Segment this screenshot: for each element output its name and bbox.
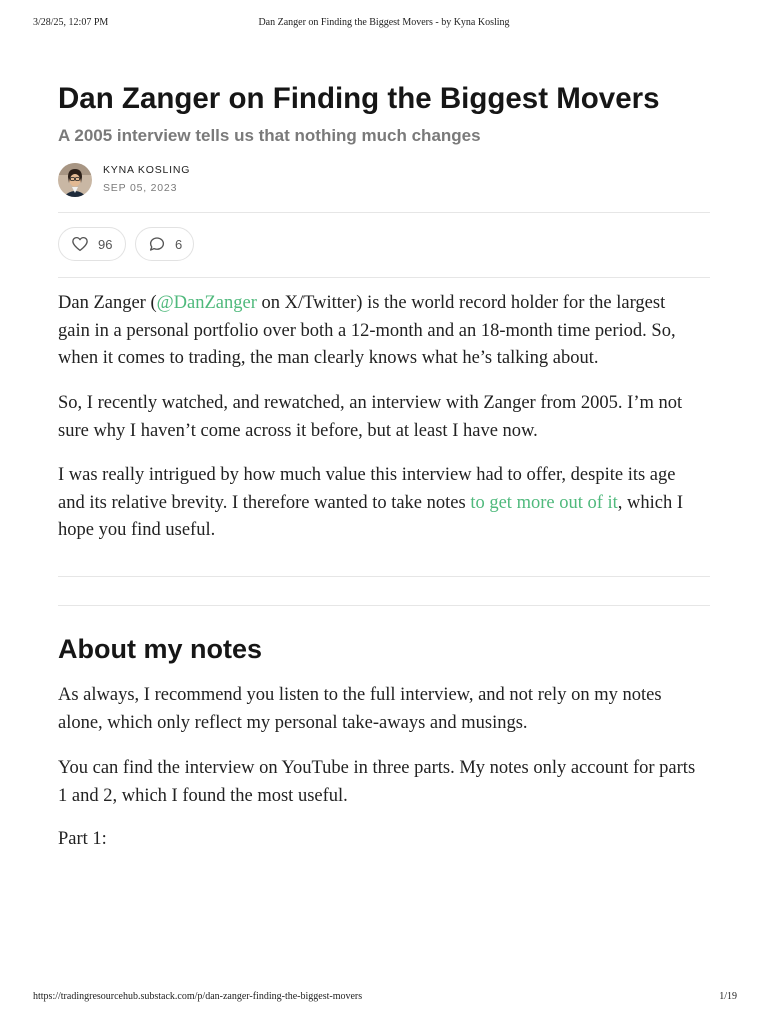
divider: [58, 212, 710, 213]
text: 1 and 2, which I found the most useful.: [58, 785, 348, 806]
text: Dan Zanger (: [58, 293, 157, 313]
text: gain in a personal portfolio over both a 12-month and an 18-month time period. So,: [58, 320, 676, 341]
notes-link[interactable]: to get more out of it: [470, 492, 618, 513]
divider: [58, 576, 710, 577]
text: , which I: [617, 492, 684, 513]
text: alone, which only reflect my personal take-aways and musings.: [58, 712, 528, 733]
author-photo-icon: [58, 163, 92, 197]
twitter-handle-link[interactable]: @DanZanger: [156, 293, 257, 313]
author-avatar[interactable]: [58, 163, 92, 197]
text: hope you find useful.: [58, 520, 216, 540]
text: on X/Twitter) is the world record holder for the largest: [256, 293, 666, 313]
paragraph: [58, 682, 710, 737]
post-date: SEP 05, 2023: [103, 182, 178, 194]
divider: [58, 605, 710, 606]
print-datetime: 3/28/25, 12:07 PM: [33, 17, 109, 28]
text: I was really intrigued by how much value this interview had to offer, despite its age: [58, 465, 676, 485]
divider: [58, 277, 710, 278]
text: sure why I haven’t come across it before, but at least I have now.: [58, 420, 538, 441]
page-number: 1/19: [719, 991, 737, 1002]
section-heading: About my notes: [58, 634, 263, 664]
post-title: Dan Zanger on Finding the Biggest Movers: [58, 82, 660, 115]
text: Part 1:: [58, 829, 107, 849]
text: So, I recently watched, and rewatched, an interview with Zanger from 2005. I’m not: [58, 393, 683, 413]
article: [58, 0, 710, 990]
post-subtitle: A 2005 interview tells us that nothing much changes: [58, 126, 481, 145]
comment-button[interactable]: [135, 227, 194, 261]
paragraph: [58, 755, 710, 810]
text: and its relative brevity. I therefore wanted to take notes: [58, 492, 471, 513]
speech-bubble-icon: [147, 234, 167, 254]
paragraph: [58, 462, 710, 545]
comment-count: 6: [175, 236, 183, 252]
like-count: 96: [98, 236, 113, 252]
text: As always, I recommend you listen to the full interview, and not rely on my notes: [58, 685, 662, 705]
print-url: https://tradingresourcehub.substack.com/p/dan-zanger-finding-the-biggest-movers: [33, 991, 363, 1002]
heart-icon: [70, 234, 90, 254]
like-button[interactable]: [58, 227, 126, 261]
paragraph: [58, 290, 710, 373]
print-page-title: Dan Zanger on Finding the Biggest Movers - by Kyna Kosling: [258, 17, 510, 28]
text: when it comes to trading, the man clearly knows what he’s talking about.: [58, 348, 599, 368]
print-footer: [33, 991, 737, 1005]
text: You can find the interview on YouTube in three parts. My notes only account for parts: [58, 758, 696, 778]
author-name[interactable]: KYNA KOSLING: [103, 164, 191, 176]
paragraph: [58, 390, 710, 445]
paragraph: [58, 826, 710, 854]
